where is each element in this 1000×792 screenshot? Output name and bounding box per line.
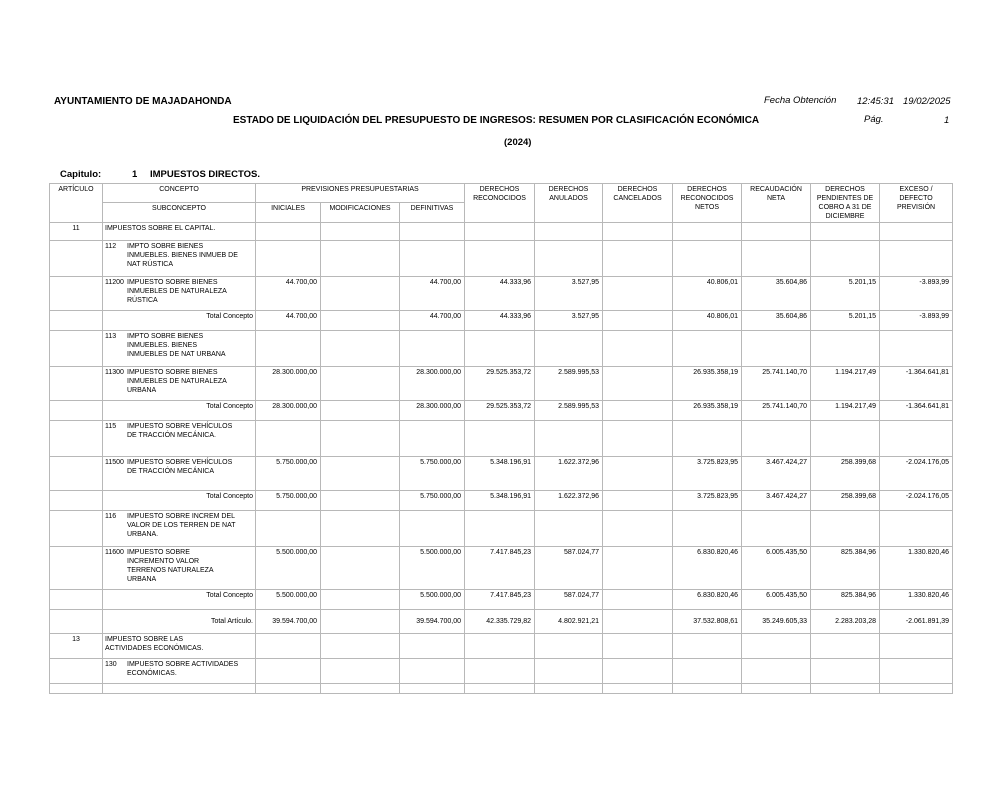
col-der-netos: DERECHOS RECONOCIDOS NETOS [673,184,742,223]
cell-netos: 3.725.823,95 [673,457,742,491]
subconcept-text: IMPUESTO SOBRE INCREMENTO VALOR TERRENOS NATURALEZA URBANA [127,549,214,583]
report-year: (2024) [504,137,532,148]
cell-netos: 40.806,01 [673,311,742,331]
total-concept-row [50,491,953,511]
concept-row [50,511,953,547]
col-modificaciones: MODIFICACIONES [321,202,400,222]
cell-reconocidos: 29.525.353,72 [465,367,535,401]
concept-row [50,331,953,367]
concept-code: 115 [105,423,117,430]
subconcept-text: IMPUESTO SOBRE BIENES INMUEBLES DE NATURALEZA RÚSTICA [127,279,227,304]
cell-pendientes: 825.384,96 [811,590,880,610]
cell-anulados: 2.589.995,53 [535,401,603,421]
page-label: Pág. [864,114,884,125]
cell-anulados: 4.802.921,21 [535,610,603,634]
article-text: IMPUESTO SOBRE LAS ACTIVIDADES ECONÓMICAS. [105,636,204,652]
concept-text: IMPUESTO SOBRE ACTIVIDADES ECONÓMICAS. [127,661,239,677]
cell-pendientes: 2.283.203,28 [811,610,880,634]
cell-exceso: -2.061.891,39 [880,610,953,634]
subconcept-row [50,547,953,590]
cell-exceso: 1.330.820,46 [880,547,953,590]
chapter-number: 1 [132,169,138,180]
cell-iniciales: 28.300.000,00 [256,367,321,401]
cell-pendientes: 1.194.217,49 [811,367,880,401]
cell-anulados: 2.589.995,53 [535,367,603,401]
col-der-anulados: DERECHOS ANULADOS [535,184,603,223]
col-articulo: ARTÍCULO [50,184,103,223]
cell-reconocidos: 44.333,96 [465,311,535,331]
subconcept-code: 11600 [105,549,124,556]
cell-exceso: -3.893,99 [880,277,953,311]
cell-iniciales: 5.750.000,00 [256,491,321,511]
cell-reconocidos: 44.333,96 [465,277,535,311]
col-der-cancelados: DERECHOS CANCELADOS [603,184,673,223]
concept-code: 113 [105,333,117,340]
col-pendientes: DERECHOS PENDIENTES DE COBRO A 31 DE DICIEMBRE [811,184,880,223]
total-article-row [50,610,953,634]
organization-name: AYUNTAMIENTO DE MAJADAHONDA [54,96,232,107]
cell-recaudacion: 35.604,86 [742,311,811,331]
concept-text: IMPUESTO SOBRE INCREM DEL VALOR DE LOS TERREN DE NAT URBANA. [127,513,236,538]
subconcept-code: 11200 [105,279,124,286]
concept-code: 116 [105,513,117,520]
cell-pendientes: 5.201,15 [811,311,880,331]
total-label: Total Concepto [103,590,256,610]
cell-netos: 26.935.358,19 [673,367,742,401]
article-row [50,223,953,241]
subconcept-code: 11300 [105,369,124,376]
total-concept-row [50,590,953,610]
cell-iniciales: 44.700,00 [256,311,321,331]
concept-row [50,421,953,457]
cell-exceso: -2.024.176,05 [880,491,953,511]
concept-code: 112 [105,243,117,250]
col-subconcepto: SUBCONCEPTO [103,202,256,222]
report-title: ESTADO DE LIQUIDACIÓN DEL PRESUPUESTO DE INGRESOS: RESUMEN POR CLASIFICACIÓN ECONÓMICA [233,115,760,126]
cell-pendientes: 1.194.217,49 [811,401,880,421]
cell-pendientes: 825.384,96 [811,547,880,590]
cell-reconocidos: 29.525.353,72 [465,401,535,421]
subconcept-text: IMPUESTO SOBRE BIENES INMUEBLES DE NATURALEZA URBANA [127,369,227,394]
cell-anulados: 587.024,77 [535,547,603,590]
article-code: 13 [50,634,103,659]
cell-definitivas: 5.500.000,00 [400,590,465,610]
cell-netos: 37.532.808,61 [673,610,742,634]
cell-anulados: 1.622.372,96 [535,491,603,511]
cell-recaudacion: 3.467.424,27 [742,491,811,511]
article-code: 11 [50,223,103,241]
cell-definitivas: 5.500.000,00 [400,547,465,590]
chapter-title: IMPUESTOS DIRECTOS. [150,169,260,180]
cell-netos: 6.830.820,46 [673,547,742,590]
cell-definitivas: 28.300.000,00 [400,367,465,401]
cell-recaudacion: 35.604,86 [742,277,811,311]
subconcept-text: IMPUESTO SOBRE VEHÍCULOS DE TRACCIÓN MECÁNICA [127,459,233,475]
article-text: IMPUESTOS SOBRE EL CAPITAL. [103,223,256,241]
budget-table [49,183,953,694]
cell-iniciales: 28.300.000,00 [256,401,321,421]
report-time: 12:45:31 [857,96,894,107]
cell-pendientes: 258.399,68 [811,457,880,491]
concept-code: 130 [105,661,117,668]
cell-exceso: -1.364.641,81 [880,401,953,421]
total-concept-row [50,311,953,331]
empty-row [50,684,953,694]
cell-recaudacion: 6.005.435,50 [742,547,811,590]
col-recaudacion: RECAUDACIÓN NETA [742,184,811,223]
cell-anulados: 1.622.372,96 [535,457,603,491]
cell-exceso: -1.364.641,81 [880,367,953,401]
col-definitivas: DEFINITIVAS [400,202,465,222]
col-iniciales: INICIALES [256,202,321,222]
cell-netos: 6.830.820,46 [673,590,742,610]
total-label: Total Artículo. [103,610,256,634]
cell-definitivas: 5.750.000,00 [400,457,465,491]
total-label: Total Concepto [103,311,256,331]
cell-definitivas: 44.700,00 [400,277,465,311]
cell-iniciales: 44.700,00 [256,277,321,311]
cell-reconocidos: 5.348.196,91 [465,491,535,511]
cell-recaudacion: 35.249.605,33 [742,610,811,634]
cell-definitivas: 28.300.000,00 [400,401,465,421]
cell-anulados: 587.024,77 [535,590,603,610]
total-label: Total Concepto [103,401,256,421]
cell-netos: 3.725.823,95 [673,491,742,511]
chapter-label: Capitulo: [60,169,102,180]
cell-recaudacion: 6.005.435,50 [742,590,811,610]
concept-row [50,659,953,684]
subconcept-row [50,367,953,401]
cell-definitivas: 44.700,00 [400,311,465,331]
cell-reconocidos: 7.417.845,23 [465,590,535,610]
report-date: 19/02/2025 [903,96,951,107]
cell-pendientes: 5.201,15 [811,277,880,311]
cell-definitivas: 39.594.700,00 [400,610,465,634]
total-label: Total Concepto [103,491,256,511]
subconcept-row [50,277,953,311]
page-number: 1 [944,115,950,126]
total-concept-row [50,401,953,421]
col-der-reconocidos: DERECHOS RECONOCIDOS [465,184,535,223]
subconcept-code: 11500 [105,459,124,466]
subconcept-row [50,457,953,491]
cell-iniciales: 5.750.000,00 [256,457,321,491]
col-previsiones: PREVISIONES PRESUPUESTARIAS [256,184,465,203]
cell-iniciales: 5.500.000,00 [256,547,321,590]
cell-exceso: -3.893,99 [880,311,953,331]
cell-recaudacion: 3.467.424,27 [742,457,811,491]
concept-row [50,241,953,277]
concept-text: IMPTO SOBRE BIENES INMUEBLES. BIENES INMUEB DE NAT RÚSTICA [127,243,238,268]
cell-pendientes: 258.399,68 [811,491,880,511]
cell-iniciales: 5.500.000,00 [256,590,321,610]
cell-netos: 26.935.358,19 [673,401,742,421]
cell-recaudacion: 25.741.140,70 [742,367,811,401]
cell-netos: 40.806,01 [673,277,742,311]
col-exceso: EXCESO / DEFECTO PREVISIÓN [880,184,953,223]
col-concepto: CONCEPTO [103,184,256,203]
cell-definitivas: 5.750.000,00 [400,491,465,511]
cell-anulados: 3.527,95 [535,311,603,331]
cell-exceso: -2.024.176,05 [880,457,953,491]
cell-reconocidos: 42.335.729,82 [465,610,535,634]
concept-text: IMPTO SOBRE BIENES INMUEBLES. BIENES INMUEBLES DE NAT URBANA [127,333,226,358]
header-row-1 [50,184,953,203]
cell-recaudacion: 25.741.140,70 [742,401,811,421]
cell-exceso: 1.330.820,46 [880,590,953,610]
cell-anulados: 3.527,95 [535,277,603,311]
cell-reconocidos: 7.417.845,23 [465,547,535,590]
cell-iniciales: 39.594.700,00 [256,610,321,634]
concept-text: IMPUESTO SOBRE VEHÍCULOS DE TRACCIÓN MECÁNICA. [127,423,233,439]
date-label: Fecha Obtención [764,95,837,106]
article-row [50,634,953,659]
cell-reconocidos: 5.348.196,91 [465,457,535,491]
